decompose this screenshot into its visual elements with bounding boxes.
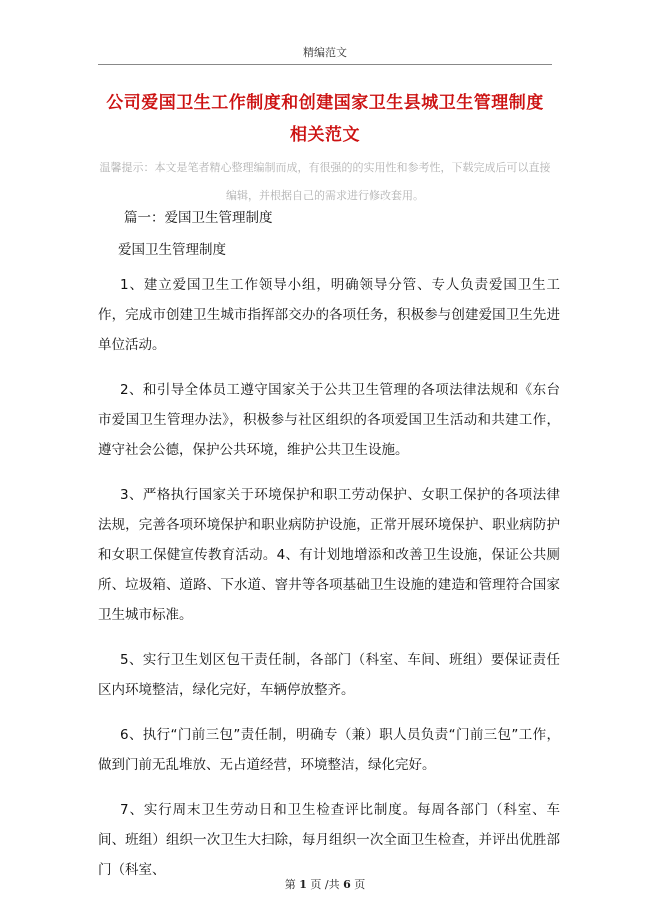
paragraph-6: 7、实行周末卫生劳动日和卫生检查评比制度。每周各部门（科室、车间、班组）组织一次卫生大扫除，每月组织一次全面卫生检查，并评出优胜部门（科室、	[98, 802, 560, 878]
download-tip: 温馨提示：本文是笔者精心整理编制而成，有很强的的实用性和参考性，下载完成后可以直接编辑，并根据自己的需求进行修改套用。	[99, 161, 551, 202]
page-header: 精编范文	[98, 44, 552, 65]
footer-middle: 页 /共	[310, 878, 340, 891]
section-heading: 篇一：爱国卫生管理制度	[124, 210, 273, 226]
page-footer	[0, 876, 650, 892]
document-body	[98, 270, 560, 900]
paragraph-4: 5、实行卫生划区包干责任制，各部门（科室、车间、班组）要保证责任区内环境整洁，绿化完好，车辆停放整齐。	[98, 652, 560, 698]
footer-prefix: 第	[284, 878, 296, 891]
footer-page-number: 1	[299, 878, 307, 891]
document-title-line-2: 相关范文	[290, 125, 360, 145]
section-subheading: 爱国卫生管理制度	[118, 242, 226, 258]
footer-suffix: 页	[354, 878, 366, 891]
paragraph-1: 1、建立爱国卫生工作领导小组，明确领导分管、专人负责爱国卫生工作，完成市创建卫生城市指挥部交办的各项任务，积极参与创建爱国卫生先进单位活动。	[98, 277, 560, 353]
footer-total-pages: 6	[343, 878, 351, 891]
paragraph-5: 6、执行“门前三包”责任制，明确专（兼）职人员负责“门前三包”工作，做到门前无乱堆放、无占道经营，环境整洁，绿化完好。	[98, 727, 560, 773]
paragraph-3: 3、严格执行国家关于环境保护和职工劳动保护、女职工保护的各项法律法规，完善各项环境保护和职业病防护设施，正常开展环境保护、职业病防护和女职工保健宣传教育活动。4、有计划地增添和改善卫生设施，保证公共厕所、垃圾箱、道路、下水道、窨井等各项基础卫生设施的建造和管理符合国家卫生城市标准。	[98, 487, 560, 623]
document-title-line-1: 公司爱国卫生工作制度和创建国家卫生县城卫生管理制度	[106, 93, 544, 113]
paragraph-2: 2、和引导全体员工遵守国家关于公共卫生管理的各项法律法规和《东台市爱国卫生管理办法》，积极参与社区组织的各项爱国卫生活动和共建工作，遵守社会公德，保护公共环境，维护公共卫生设施。	[98, 382, 560, 458]
